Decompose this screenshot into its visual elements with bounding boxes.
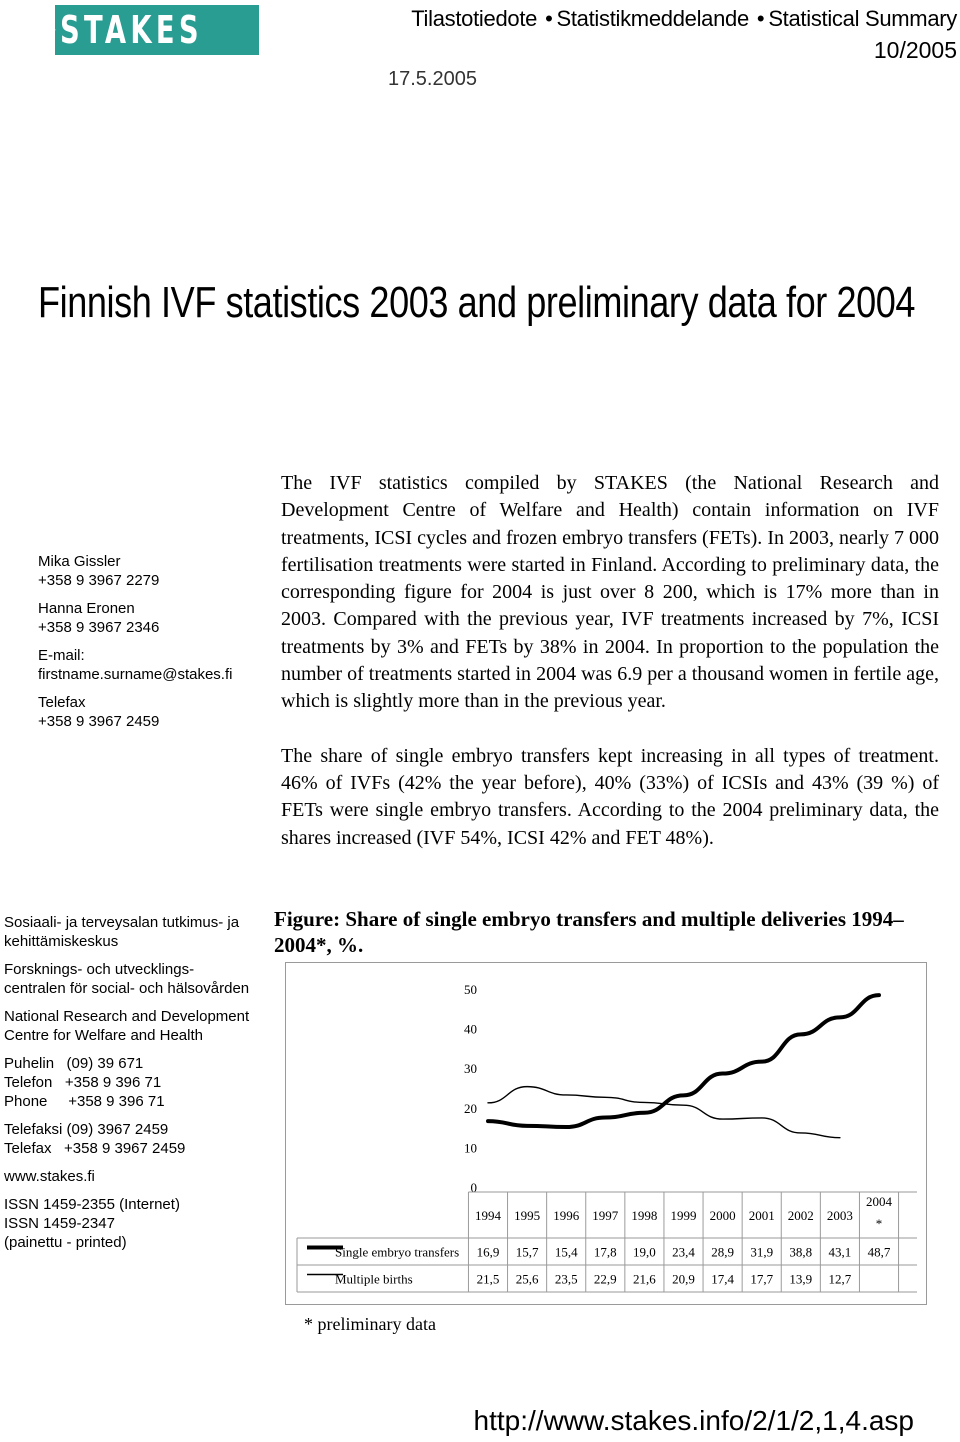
category-label: * (875, 1216, 883, 1231)
phone-swedish: Telefon +358 9 396 71 (4, 1074, 162, 1091)
legend-label: Single embryo transfers (335, 1244, 460, 1260)
category-label: 2000 (709, 1208, 736, 1223)
org-name-english: National Research and Development Centre for Welfare and Health (4, 1008, 250, 1044)
issn-print: ISSN 1459-2347 (4, 1215, 115, 1232)
y-tick-label: 50 (464, 982, 477, 997)
body-paragraph-1: The IVF statistics compiled by STAKES (the National Research and Development Centre of Welfare and Health) contain information on IVF treatments, ICSI cycles and frozen embryo transfers (FETs). In 2003, nearly 7 000 fertilisation treatments were started in Finland. According to preliminary data, the corresponding figure for 2004 is just over 8 200, which is 17% more than in 2003. Compared with the previous year, IVF treatments increased by 7%, ICSI treatments by 3% and FETs by 38% in 2004. In proportion to the population the number of treatments started in 2004 was 6.9 per a thousand women in fertile age, which is slightly more than in the previous year. (281, 472, 939, 713)
y-tick-label: 0 (470, 1180, 477, 1195)
data-value-label: 23,4 (672, 1244, 695, 1260)
y-tick-label: 20 (464, 1100, 477, 1116)
bullet-separator: • (756, 6, 765, 31)
y-tick-label: 40 (464, 1021, 477, 1037)
fax-swedish: Telefax +358 9 3967 2459 (4, 1140, 186, 1157)
category-label: 2001 (748, 1208, 775, 1223)
category-label: 1996 (553, 1208, 580, 1223)
category-label: 2003 (826, 1208, 853, 1223)
data-value-label: 28,9 (711, 1244, 734, 1260)
fax-finnish: Telefaksi (09) 3967 2459 (4, 1121, 169, 1138)
data-value-label: 23,5 (554, 1271, 578, 1287)
contact-email (38, 647, 268, 684)
body-text (281, 470, 939, 879)
stakes-logo (55, 5, 259, 55)
org-name-swedish: Forsknings- och utvecklings-centralen för social- och hälsovården (4, 961, 250, 997)
contact-person-1 (38, 553, 268, 590)
category-label: 1997 (592, 1208, 619, 1223)
body-paragraph-2: The share of single embryo transfers kept increasing in all types of treatment. 46% of IVFs (42% the year before), 40% (33%) of ICSIs and 43% (39 %) of FETs were single embryo transfers. According to the 2004 preliminary data, the shares increased (IVF 54%, ICSI 42% and FET 48%). (281, 744, 939, 849)
data-value-label: 43,1 (828, 1244, 852, 1260)
page-title: Finnish IVF statistics 2003 and preliminary data for 2004 (38, 278, 916, 327)
category-label: 1999 (670, 1208, 697, 1223)
data-value-label: 22,9 (593, 1271, 617, 1287)
org-name-finnish: Sosiaali- ja terveysalan tutkimus- ja kehittämiskeskus (4, 914, 240, 950)
contact-info (38, 553, 268, 741)
data-value-label: 17,7 (750, 1271, 774, 1287)
email-label: E-mail: (38, 647, 85, 664)
figure-footnote: * preliminary data (304, 1314, 436, 1334)
data-value-label: 17,4 (711, 1271, 734, 1287)
data-value-label: 31,9 (750, 1244, 774, 1260)
data-value-label: 19,0 (633, 1244, 656, 1260)
series-line-single-embryo-transfers (488, 995, 879, 1127)
contact-fax (38, 694, 268, 731)
bullet-separator: • (545, 6, 553, 31)
org-phones (4, 1054, 254, 1111)
category-label: 1998 (631, 1208, 658, 1223)
data-value-label: 12,7 (828, 1271, 852, 1287)
data-value-label: 15,7 (515, 1244, 539, 1260)
data-value-label: 16,9 (476, 1244, 500, 1260)
data-value-label: 21,5 (476, 1271, 500, 1287)
data-value-label: 15,4 (554, 1244, 578, 1260)
data-value-label: 25,6 (515, 1271, 539, 1287)
type-finnish: Tilastotiedote (411, 6, 538, 31)
data-value-label: 17,8 (593, 1244, 617, 1260)
org-website[interactable]: www.stakes.fi (4, 1168, 95, 1185)
contact-name: Hanna Eronen (38, 600, 135, 617)
single-embryo-transfer-chart (285, 962, 927, 1305)
contact-phone: +358 9 3967 2279 (38, 571, 160, 589)
figure-caption: Figure: Share of single embryo transfers and multiple deliveries 1994–2004*, %. (274, 907, 904, 957)
publication-types (411, 6, 957, 32)
data-value-label: 13,9 (789, 1271, 813, 1287)
organisation-sidebar (4, 913, 254, 1261)
data-value-label: 21,6 (633, 1271, 656, 1287)
contact-phone: +358 9 3967 2346 (38, 618, 160, 636)
y-tick-label: 30 (464, 1061, 477, 1077)
logo-wordmark: STAKES (60, 8, 204, 52)
footer-url[interactable]: http://www.stakes.info/2/1/2,1,4.asp (473, 1405, 914, 1436)
issn-print-note: (painettu - printed) (4, 1234, 127, 1251)
contact-name: Mika Gissler (38, 553, 121, 570)
email-address[interactable]: firstname.surname@stakes.fi (38, 665, 233, 683)
type-english: Statistical Summary (768, 6, 957, 31)
type-swedish: Statistikmeddelande (556, 6, 749, 31)
org-issn (4, 1195, 254, 1252)
org-faxes (4, 1120, 254, 1158)
category-label: 1995 (514, 1208, 541, 1223)
legend-label: Multiple births (335, 1271, 413, 1287)
category-label: 2004 (866, 1194, 892, 1209)
stakes-logo-icon (55, 8, 56, 52)
data-value-label: 48,7 (867, 1244, 891, 1260)
fax-number: +358 9 3967 2459 (38, 712, 160, 730)
issue-number: 10/2005 (873, 37, 957, 63)
category-label: 1994 (475, 1208, 501, 1223)
data-value-label: 38,8 (789, 1244, 813, 1260)
category-label: 2002 (787, 1208, 814, 1223)
fax-label: Telefax (38, 694, 86, 711)
phone-finnish: Puhelin (09) 39 671 (4, 1055, 144, 1072)
series-line-multiple-births (488, 1087, 840, 1138)
data-value-label: 20,9 (672, 1271, 695, 1287)
y-tick-label: 10 (464, 1140, 477, 1156)
issn-internet: ISSN 1459-2355 (Internet) (4, 1196, 180, 1213)
publication-date: 17.5.2005 (388, 68, 477, 90)
phone-english: Phone +358 9 396 71 (4, 1093, 165, 1110)
contact-person-2 (38, 600, 268, 637)
